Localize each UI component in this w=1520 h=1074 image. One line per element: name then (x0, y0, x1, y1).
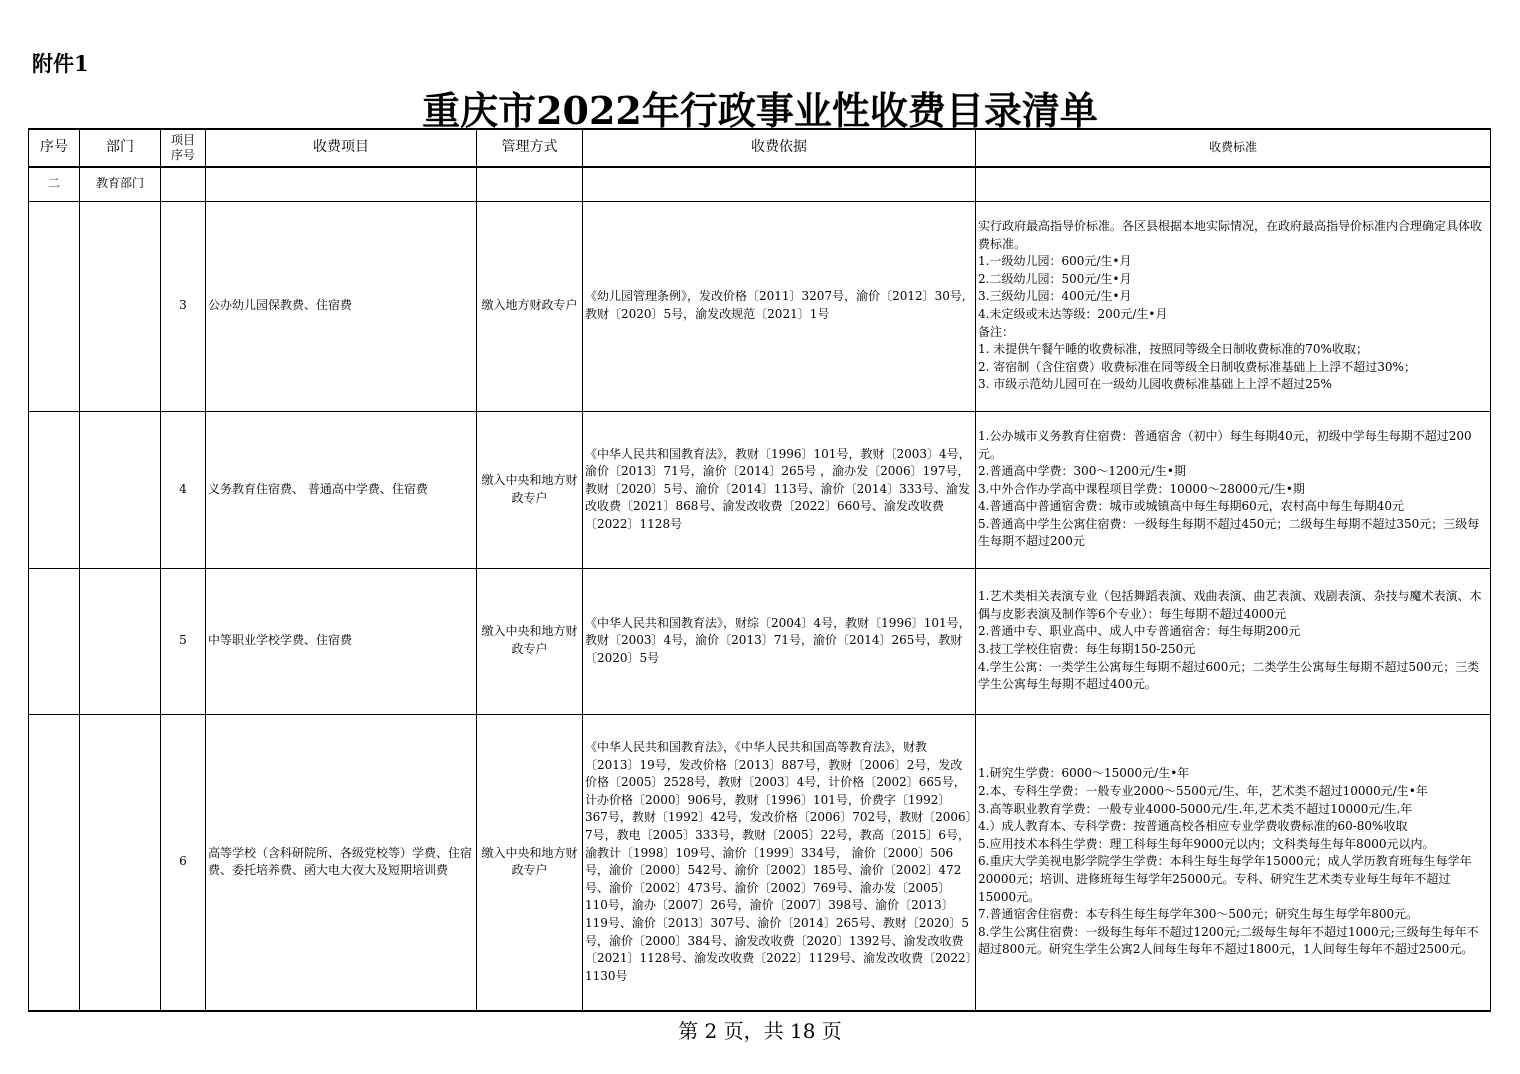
empty-cell (80, 201, 161, 411)
fee-standard: 1.公办城市义务教育住宿费：普通宿舍（初中）每生每期40元，初级中学每生每期不超过200元。 2.普通高中学费：300～1200元/生•期 3.中外合作办学高中课程项目学费：10000～28000元/生•期 4.普通高中普通宿舍费：城市或城镇高中每生每期60元，农村高中每生每期40元 5.普通高中学生公寓住宿费：一级每生每期不超过450元；二级每生每期不超过350元；三级每生每期不超过200元 (976, 411, 1491, 568)
header-item-seq: 项目 序号 (161, 129, 206, 167)
table-row (29, 568, 1491, 714)
fee-standard: 实行政府最高指导价标准。各区县根据本地实际情况，在政府最高指导价标准内合理确定具体收费标准。 1.一级幼儿园：600元/生•月 2.二级幼儿园：500元/生•月 3.三级幼儿园：400元/生•月 4.未定级或未达等级：200元/生•月 备注： 1. 未提供午餐午睡的收费标准，按照同等级全日制收费标准的70%收取； 2. 寄宿制（含住宿费）收费标准在同等级全日制收费标准基础上上浮不超过30%； 3. 市级示范幼儿园可在一级幼儿园收费标准基础上上浮不超过25% (976, 201, 1491, 411)
empty-cell (29, 411, 80, 568)
fee-catalog-table (28, 128, 1491, 1012)
header-standard: 收费标准 (976, 129, 1491, 167)
dept-name: 教育部门 (80, 167, 161, 201)
table-header-row (29, 129, 1491, 167)
empty-cell (80, 714, 161, 1011)
page-title: 重庆市2022年行政事业性收费目录清单 (422, 88, 1098, 133)
table-row (29, 714, 1491, 1011)
empty-cell (29, 714, 80, 1011)
item-name: 公办幼儿园保教费、住宿费 (206, 201, 477, 411)
empty-cell (29, 568, 80, 714)
item-name: 高等学校（含科研院所、各级党校等）学费、住宿费、委托培养费、函大电大夜大及短期培训费 (206, 714, 477, 1011)
fee-basis: 《幼儿园管理条例》，发改价格〔2011〕3207号，渝价〔2012〕30号,教财〔2020〕5号，渝发改规范〔2021〕1号 (583, 201, 976, 411)
header-dept: 部门 (80, 129, 161, 167)
header-seq: 序号 (29, 129, 80, 167)
fee-basis: 《中华人民共和国教育法》，财综〔2004〕4号，教财〔1996〕101号，教财〔2003〕4号，渝价〔2013〕71号，渝价〔2014〕265号，教财〔2020〕5号 (583, 568, 976, 714)
empty-cell (976, 167, 1491, 201)
empty-cell (477, 167, 583, 201)
header-basis: 收费依据 (583, 129, 976, 167)
empty-cell (161, 167, 206, 201)
item-seq: 5 (161, 568, 206, 714)
mgmt-method: 缴入中央和地方财政专户 (477, 714, 583, 1011)
empty-cell (206, 167, 477, 201)
table-row (29, 201, 1491, 411)
item-seq: 3 (161, 201, 206, 411)
dept-row (29, 167, 1491, 201)
empty-cell (583, 167, 976, 201)
fee-basis: 《中华人民共和国教育法》，《中华人民共和国高等教育法》，财教〔2013〕19号，发改价格〔2013〕887号，教财〔2006〕2号，发改价格〔2005〕2528号，教财〔2003〕4号，计价格〔2002〕665号，计办价格〔2000〕906号，教财〔1996〕101号，价费字〔1992〕367号，教财〔1992〕42号，发改价格〔2006〕702号，教财〔2006〕7号，教电〔2005〕333号，教财〔2005〕22号，教高〔2015〕6号，渝教计〔1998〕109号、渝价〔1999〕334号， 渝价〔2000〕506号，渝价〔2000〕542号、渝价〔2002〕185号、渝价〔2002〕472号、渝价〔2002〕473号、渝价〔2002〕769号、渝办发〔2005〕110号，渝办〔2007〕26号，渝价〔2007〕398号、渝价〔2013〕119号、渝价〔2013〕307号、渝价〔2014〕265号、教财〔2020〕5号，渝价〔2000〕384号、渝发改收费〔2020〕1392号、渝发改收费〔2021〕1128号、渝发改收费〔2022〕1129号、渝发改收费〔2022〕1130号 (583, 714, 976, 1011)
header-mgmt: 管理方式 (477, 129, 583, 167)
mgmt-method: 缴入地方财政专户 (477, 201, 583, 411)
item-seq: 6 (161, 714, 206, 1011)
item-name: 中等职业学校学费、住宿费 (206, 568, 477, 714)
header-item: 收费项目 (206, 129, 477, 167)
attachment-label: 附件1 (32, 51, 89, 76)
fee-standard: 1.艺术类相关表演专业（包括舞蹈表演、戏曲表演、曲艺表演、戏剧表演、杂技与魔术表演、木偶与皮影表演及制作等6个专业）：每生每期不超过4000元 2.普通中专、职业高中、成人中专普通宿舍：每生每期200元 3.技工学校住宿费：每生每期150-250元 4.学生公寓：一类学生公寓每生每期不超过600元；二类学生公寓每生每期不超过500元；三类学生公寓每生每期不超过400元。 (976, 568, 1491, 714)
dept-seq: 二 (29, 167, 80, 201)
fee-standard: 1.研究生学费：6000～15000元/生•年 2.本、专科生学费：一般专业2000～5500元/生、年，艺术类不超过10000元/生•年 3.高等职业教育学费：一般专业4000-5000元/生.年,艺术类不超过10000元/生.年 4.）成人教育本、专科学费：按普通高校各相应专业学费收费标准的60-80%收取 5.应用技术本科生学费：理工科每生每年9000元以内；文科类每生每年8000元以内。 6.重庆大学美视电影学院学生学费：本科生每生每学年15000元；成人学历教育班每生每学年20000元；培训、进修班每生每学年25000元。专科、研究生艺术类专业每生每年不超过15000元。 7.普通宿舍住宿费：本专科生每生每学年300～500元；研究生每生每学年800元。 8.学生公寓住宿费：一级每生每年不超过1200元;二级每生每年不超过1000元;三级每生每年不超过800元。研究生学生公寓2人间每生每年不超过1800元，1人间每生每年不超过2500元。 (976, 714, 1491, 1011)
page-footer: 第 2 页，共 18 页 (678, 1019, 842, 1043)
empty-cell (29, 201, 80, 411)
empty-cell (80, 411, 161, 568)
empty-cell (80, 568, 161, 714)
fee-basis: 《中华人民共和国教育法》，教财〔1996〕101号，教财〔2003〕4号，渝价〔2013〕71号，渝价〔2014〕265号 ，渝办发〔2006〕197号，教财〔2020〕5号、渝价〔2014〕113号、渝价〔2014〕333号、渝发改收费〔2021〕868号、渝发改收费〔2022〕660号、渝发改收费〔2022〕1128号 (583, 411, 976, 568)
item-seq: 4 (161, 411, 206, 568)
mgmt-method: 缴入中央和地方财政专户 (477, 568, 583, 714)
table-row (29, 411, 1491, 568)
mgmt-method: 缴入中央和地方财政专户 (477, 411, 583, 568)
item-name: 义务教育住宿费、 普通高中学费、住宿费 (206, 411, 477, 568)
